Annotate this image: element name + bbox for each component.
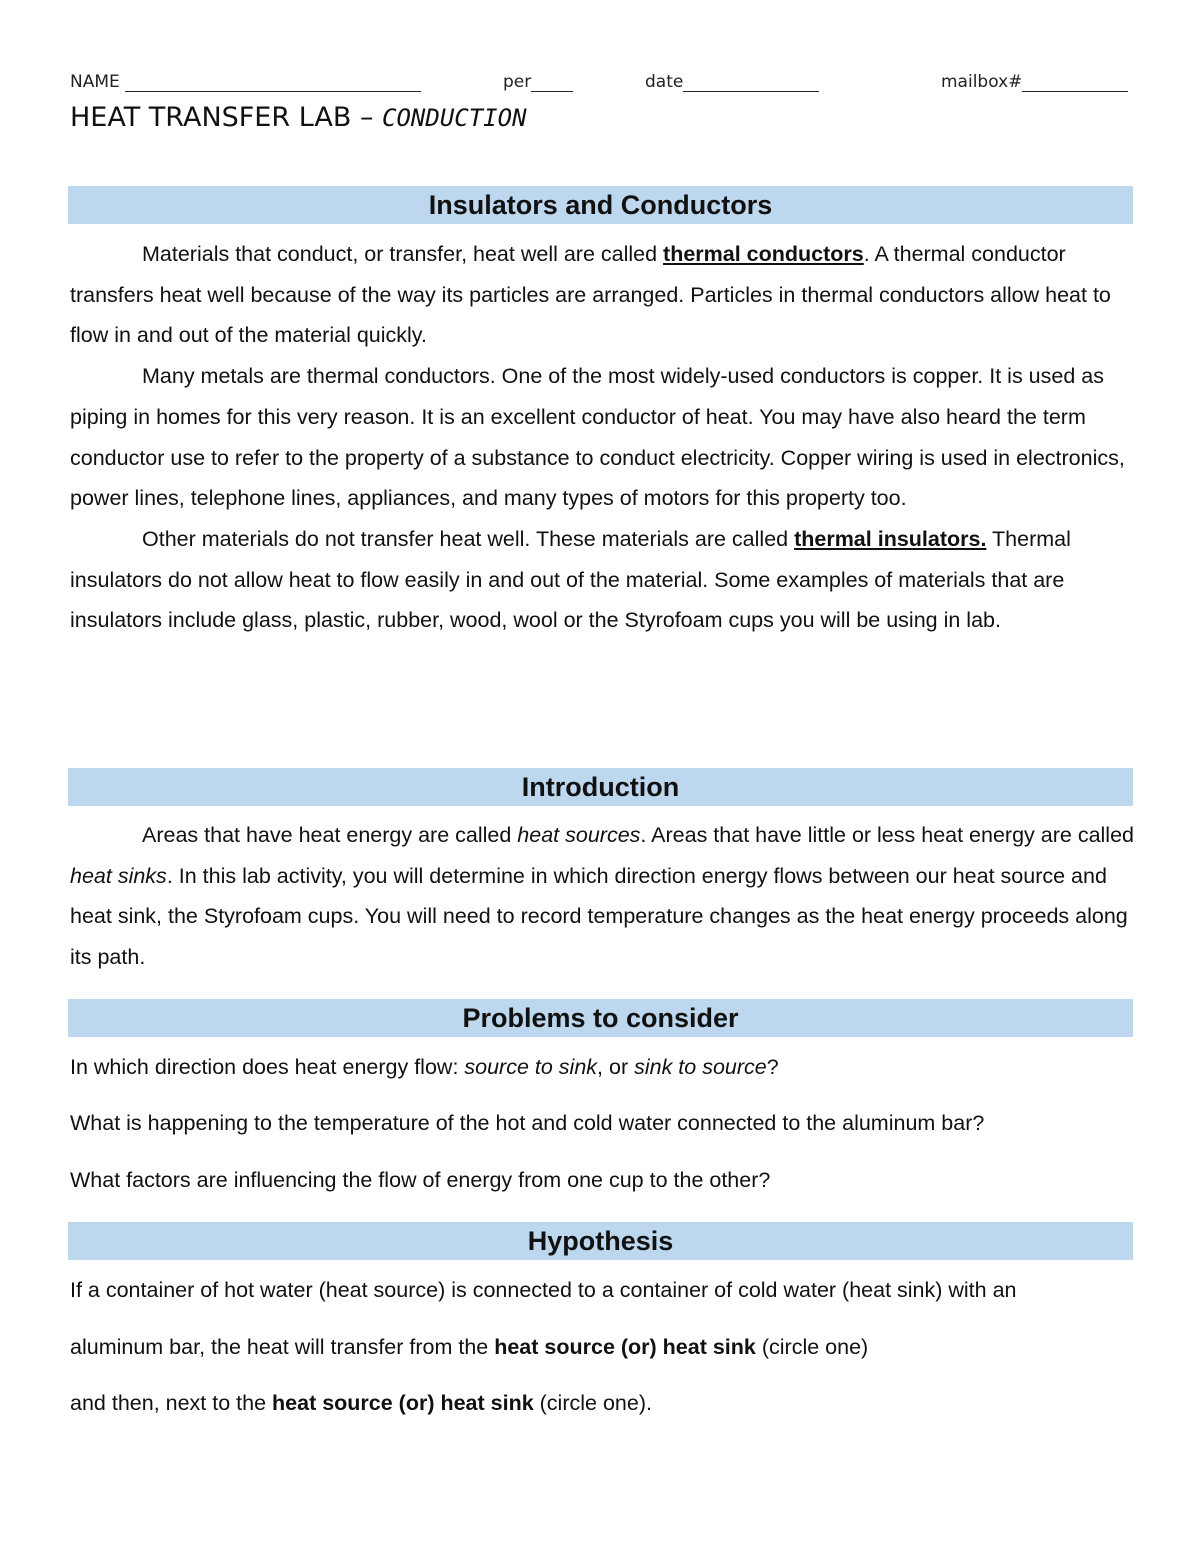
introduction-body bbox=[70, 815, 1140, 978]
text-run: . Areas that have little or less heat energy are called bbox=[640, 823, 1134, 847]
text-run: (circle one). bbox=[533, 1391, 652, 1415]
name-field[interactable] bbox=[70, 72, 421, 92]
title-handwritten: CONDUCTION bbox=[382, 104, 527, 132]
insulators-paragraph-3 bbox=[70, 519, 1140, 641]
text-run: . A thermal conductor transfers heat well because of the way its particles are arranged. Particles in thermal conductors allow heat to flow in and out of the material quickly. bbox=[70, 242, 1111, 348]
term-heat-sinks: heat sinks bbox=[70, 863, 167, 888]
problem-question-2: What is happening to the temperature of the hot and cold water connected to the aluminum bar? bbox=[70, 1111, 985, 1135]
option-sink-to-source: sink to source bbox=[634, 1055, 767, 1079]
period-blank[interactable] bbox=[531, 73, 573, 92]
text-run: In which direction does heat energy flow: bbox=[70, 1055, 465, 1079]
text-run: aluminum bar, the heat will transfer from the bbox=[70, 1335, 495, 1359]
page-title bbox=[70, 102, 527, 133]
hypothesis-line-3 bbox=[70, 1391, 652, 1416]
hypothesis-line-1: If a container of hot water (heat source) is connected to a container of cold water (heat sink) with an bbox=[70, 1278, 1017, 1302]
introduction-paragraph bbox=[70, 815, 1140, 978]
mailbox-label: mailbox# bbox=[941, 72, 1023, 92]
date-field[interactable] bbox=[645, 72, 819, 92]
term-thermal-insulators: thermal insulators. bbox=[794, 526, 987, 551]
date-blank[interactable] bbox=[683, 73, 819, 92]
section-heading-introduction: Introduction bbox=[68, 768, 1133, 806]
period-field[interactable] bbox=[503, 72, 573, 92]
text-run: , or bbox=[597, 1055, 635, 1079]
text-run: Areas that have heat energy are called bbox=[142, 823, 518, 847]
insulators-body bbox=[70, 234, 1140, 641]
section-heading-insulators: Insulators and Conductors bbox=[68, 186, 1133, 224]
problem-question-3: What factors are influencing the flow of energy from one cup to the other? bbox=[70, 1168, 771, 1192]
insulators-paragraph-2: Many metals are thermal conductors. One of the most widely-used conductors is copper. It is used as piping in homes for this very reason. It is an excellent conductor of heat. You may have also heard the term conductor use to refer to the property of a substance to conduct electricity. Copper wiring is used in electronics, power lines, telephone lines, appliances, and many types of motors for this property too. bbox=[70, 364, 1125, 511]
text-run: (circle one) bbox=[755, 1335, 869, 1359]
mailbox-field[interactable] bbox=[941, 72, 1128, 92]
text-run: Thermal insulators do not allow heat to flow easily in and out of the material. Some examples of materials that are insulators include glass, plastic, rubber, wood, wool or the Styrofoam cups you will be using in lab. bbox=[70, 526, 1071, 633]
section-heading-problems: Problems to consider bbox=[68, 999, 1133, 1037]
date-label: date bbox=[645, 72, 684, 92]
student-info-header bbox=[70, 72, 1132, 98]
term-thermal-conductors: thermal conductors bbox=[663, 242, 864, 266]
section-heading-hypothesis: Hypothesis bbox=[68, 1222, 1133, 1260]
text-run: . In this lab activity, you will determine in which direction energy flows between our heat source and heat sink, the Styrofoam cups. You will need to record temperature changes as the heat energy proceeds along its path. bbox=[70, 863, 1128, 970]
term-heat-sources: heat sources bbox=[517, 823, 641, 847]
text-run: Materials that conduct, or transfer, heat well are called bbox=[142, 242, 664, 266]
option-source-to-sink: source to sink bbox=[464, 1055, 598, 1079]
text-run: ? bbox=[766, 1055, 779, 1079]
circle-choice-1[interactable]: heat source (or) heat sink bbox=[494, 1335, 756, 1359]
title-main: HEAT TRANSFER LAB – bbox=[70, 102, 383, 133]
text-run: Other materials do not transfer heat well. These materials are called bbox=[142, 526, 795, 551]
text-run: and then, next to the bbox=[70, 1391, 273, 1415]
mailbox-blank[interactable] bbox=[1022, 73, 1128, 92]
hypothesis-line-2 bbox=[70, 1335, 868, 1360]
name-label: NAME bbox=[70, 72, 120, 92]
insulators-paragraph-1 bbox=[70, 234, 1140, 356]
circle-choice-2[interactable]: heat source (or) heat sink bbox=[272, 1391, 534, 1415]
name-blank[interactable] bbox=[125, 73, 421, 92]
problem-question-1 bbox=[70, 1055, 779, 1080]
period-label: per bbox=[503, 72, 532, 92]
